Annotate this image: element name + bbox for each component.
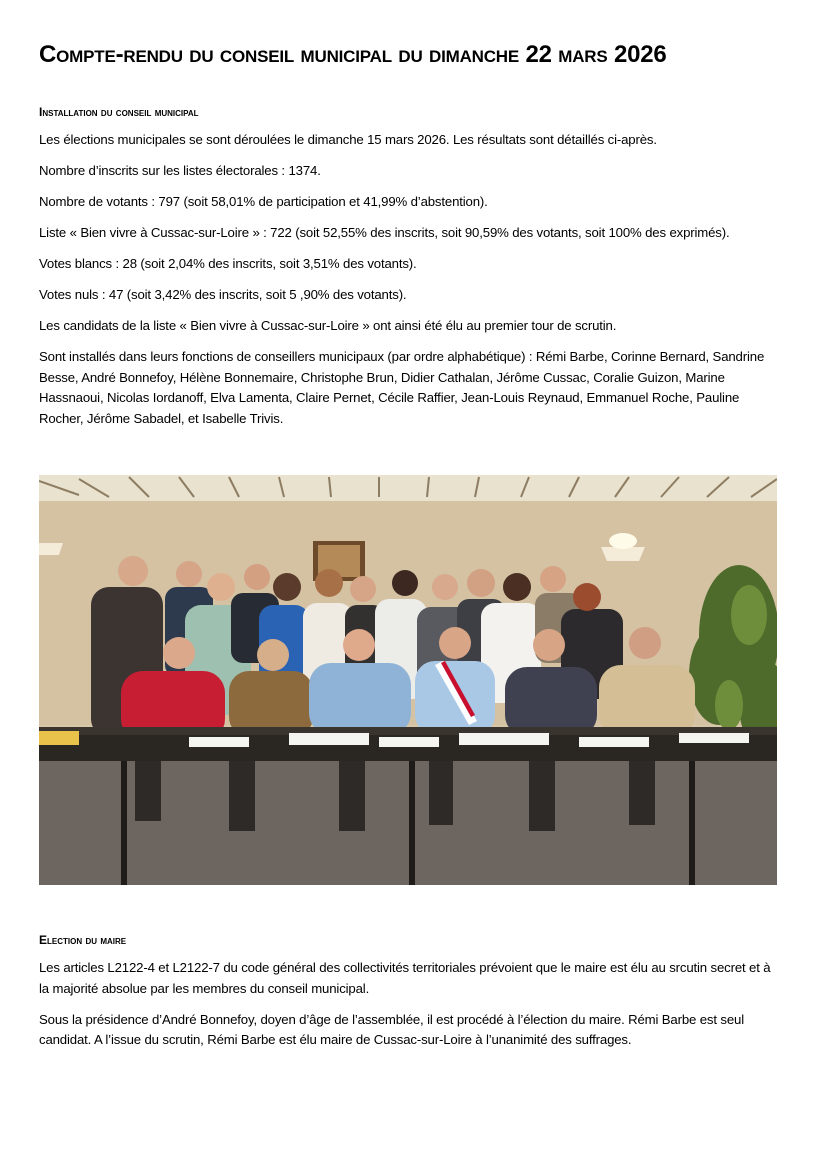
paragraph-councillors-list: Sont installés dans leurs fonctions de conseillers municipaux (par ordre alphabétique) : Rémi Barbe, Corinne Bernard, Sandrine Besse, André Bonnefoy, Hélène Bonnemaire, Christophe Brun, Didier Cathalan, Jérôme Cussac, Coralie Guizon, Marine Hassnaoui, Nicolas Iordanoff, Elva Lamenta, Claire Pernet, Cécile Raffier, Jean-Louis Reynaud, Emmanuel Roche, Pauline Rocher, Jérôme Sabadel, et Isabelle Trivis. (39, 349, 765, 426)
paragraph: Nombre d’inscrits sur les listes électorales : 1374. (39, 163, 321, 178)
section-installation (39, 104, 779, 440)
paragraph: Sous la présidence d’André Bonnefoy, doyen d’âge de l’assemblée, il est procédé à l’élection du maire. Rémi Barbe est seul candidat. A l’issue du scrutin, Rémi Barbe est élu maire de Cussac-sur-Loire à l’unanimité des suffrages. (39, 1011, 744, 1047)
paragraph: Les candidats de la liste « Bien vivre à Cussac-sur-Loire » ont ainsi été élu au premier tour de scrutin. (39, 318, 617, 333)
paragraph: Les élections municipales se sont déroulées le dimanche 15 mars 2026. Les résultats sont détaillés ci-après. (39, 132, 657, 147)
council-group-photo (39, 475, 777, 885)
section-heading-installation: Installation du conseil municipal (39, 105, 199, 119)
paragraph: Les articles L2122-4 et L2122-7 du code général des collectivités territoriales prévoient que le maire est élu au srcutin secret et à la majorité absolue par les membres du conseil municipal. (39, 960, 771, 996)
paragraph: Nombre de votants : 797 (soit 58,01% de participation et 41,99% d’abstention). (39, 194, 488, 209)
page-title: Compte-rendu du conseil municipal du dimanche 22 mars 2026 (39, 41, 667, 69)
paragraph: Liste « Bien vivre à Cussac-sur-Loire » : 722 (soit 52,55% des inscrits, soit 90,59% des votants, soit 100% des exprimés). (39, 225, 730, 240)
section-election (39, 932, 779, 1061)
paragraph: Votes nuls : 47 (soit 3,42% des inscrits, soit 5 ,90% des votants). (39, 287, 407, 302)
section-heading-election: Election du maire (39, 933, 127, 947)
paragraph: Votes blancs : 28 (soit 2,04% des inscrits, soit 3,51% des votants). (39, 256, 417, 271)
